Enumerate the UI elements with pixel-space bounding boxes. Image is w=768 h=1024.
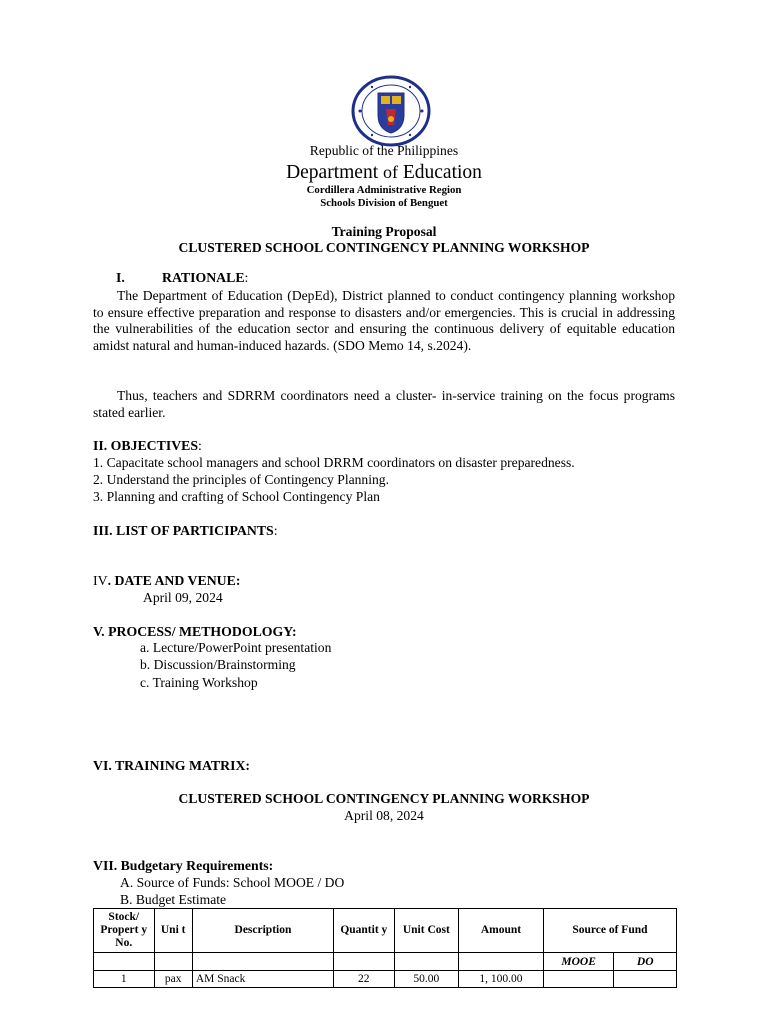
matrix-title: CLUSTERED SCHOOL CONTINGENCY PLANNING WORKSHOP — [178, 791, 590, 806]
department-prefix: Department — [286, 162, 383, 183]
process-item: c. Training Workshop — [140, 675, 258, 690]
department-of: of — [382, 162, 398, 182]
column-header-mooe: MOOE — [543, 953, 614, 971]
table-row — [94, 971, 677, 988]
cell-amount: 1, 100.00 — [459, 971, 544, 988]
date-venue-heading-prefix: IV — [93, 573, 108, 588]
matrix-date: April 08, 2024 — [344, 808, 424, 823]
participants-heading-colon: : — [273, 523, 278, 538]
column-header-source-of-fund: Source of Fund — [543, 909, 676, 953]
division-label: Schools Division of Benguet — [320, 197, 448, 209]
training-date: April 09, 2024 — [143, 590, 223, 605]
budget-heading: VII. Budgetary Requirements: — [93, 858, 274, 873]
budget-subheader-row — [94, 953, 677, 971]
rationale-paragraph-2 — [93, 388, 675, 421]
rationale-numeral: I. — [116, 270, 125, 285]
objectives-heading-text: II. OBJECTIVES — [93, 438, 199, 453]
objectives-heading — [93, 438, 202, 454]
republic-label: Republic of the Philippines — [309, 143, 459, 158]
rationale-heading — [162, 270, 248, 286]
column-header-quantity: Quantit y — [334, 909, 395, 953]
cell-unit: pax — [154, 971, 192, 988]
rationale-paragraph-1 — [93, 288, 675, 354]
region-label: Cordillera Administrative Region — [306, 184, 462, 196]
rationale-heading-text: RATIONALE — [162, 270, 245, 285]
date-venue-heading — [93, 573, 240, 589]
cell-description: AM Snack — [192, 971, 333, 988]
date-venue-heading-text: . DATE AND VENUE: — [107, 573, 241, 588]
objective-item: 3. Planning and crafting of School Contingency Plan — [93, 489, 380, 504]
training-title: CLUSTERED SCHOOL CONTINGENCY PLANNING WORKSHOP — [178, 240, 590, 255]
department-title — [0, 160, 768, 185]
column-header-amount: Amount — [459, 909, 544, 953]
objective-item: 2. Understand the principles of Contingency Planning. — [93, 472, 389, 487]
column-header-description: Description — [192, 909, 333, 953]
participants-heading-text: III. LIST OF PARTICIPANTS — [93, 523, 274, 538]
cell-do — [614, 971, 677, 988]
budget-source: A. Source of Funds: School MOOE / DO — [120, 875, 345, 890]
objective-item: 1. Capacitate school managers and school DRRM coordinators on disaster preparedness. — [93, 455, 575, 470]
column-header-unit-cost: Unit Cost — [394, 909, 459, 953]
objectives-heading-colon: : — [198, 438, 202, 453]
column-header-do: DO — [614, 953, 677, 971]
budget-header-row — [94, 909, 677, 953]
rationale-paragraph-2-text: Thus, teachers and SDRRM coordinators need a cluster- in-service training on the focus programs stated earlier. — [93, 388, 675, 420]
process-item: a. Lecture/PowerPoint presentation — [140, 640, 332, 655]
deped-seal-icon — [350, 75, 432, 147]
rationale-paragraph-1-text: The Department of Education (DepEd), District planned to conduct contingency planning workshop to ensure effective preparation and response to disasters and/or emergencies. This is crucial in addressing the vulnerabilities of the education sector and ensuring the continuous delivery of equitable education amidst natural and human-induced hazards. (SDO Memo 14, s.2024). — [93, 288, 675, 353]
budget-estimate: B. Budget Estimate — [120, 892, 227, 907]
cell-mooe — [543, 971, 614, 988]
column-header-stock: Stock/ Propert y No. — [94, 909, 155, 953]
participants-heading — [93, 523, 278, 539]
matrix-heading: VI. TRAINING MATRIX: — [93, 758, 251, 773]
column-header-unit: Uni t — [154, 909, 192, 953]
budget-table — [93, 908, 677, 988]
department-suffix: Education — [397, 162, 482, 183]
training-proposal-label: Training Proposal — [331, 224, 437, 239]
process-item: b. Discussion/Brainstorming — [140, 657, 296, 672]
cell-quantity: 22 — [334, 971, 395, 988]
cell-stock: 1 — [94, 971, 155, 988]
process-heading: V. PROCESS/ METHODOLOGY: — [93, 624, 297, 639]
rationale-heading-colon: : — [244, 270, 249, 285]
cell-unit-cost: 50.00 — [394, 971, 459, 988]
